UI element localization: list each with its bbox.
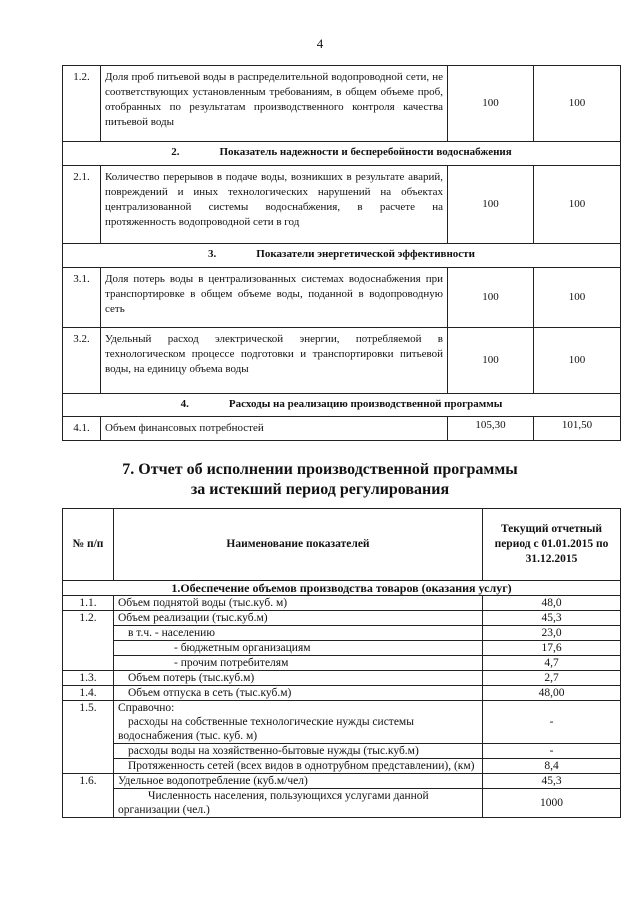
page-number: 4 <box>316 36 324 51</box>
row-name: Объем реализации (тыс.куб.м) <box>114 611 483 626</box>
row-number: 1.3. <box>63 671 114 686</box>
section-row <box>63 394 621 417</box>
report-table <box>62 508 621 818</box>
row-number: 4.1. <box>63 417 101 441</box>
row-number: 3.1. <box>63 268 101 328</box>
table-row <box>63 656 621 671</box>
row-value: - <box>483 701 621 744</box>
section-row <box>63 581 621 596</box>
row-value-2: 100 <box>534 328 621 394</box>
row-description: Доля проб питьевой воды в распределительной водопроводной сети, не соответствующих установленным требованиям, в общем объеме проб, отобранных по результатам производственного контроля качества питьевой воды <box>101 66 448 142</box>
row-value-1: 100 <box>448 166 534 244</box>
row-name: - бюджетным организациям <box>114 641 483 656</box>
section-title: Расходы на реализацию производственной программы <box>228 398 503 410</box>
section-title: 1.Обеспечение объемов производства товаров (оказания услуг) <box>63 581 621 596</box>
row-value-1: 100 <box>448 328 534 394</box>
table-row <box>63 626 621 641</box>
row-name: - прочим потребителям <box>114 656 483 671</box>
row-value-1: 100 <box>448 268 534 328</box>
row-name: в т.ч. - населению <box>114 626 483 641</box>
row-number: 1.6. <box>63 774 114 818</box>
row-value-2: 100 <box>534 166 621 244</box>
row-number: 1.4. <box>63 686 114 701</box>
row-value-2: 101,50 <box>534 417 621 441</box>
row-name: расходы воды на хозяйственно-бытовые нужды (тыс.куб.м) <box>114 744 483 759</box>
row-number: 1.2. <box>63 611 114 671</box>
row-name: Удельное водопотребление (куб.м/чел) <box>114 774 483 789</box>
row-value-1: 105,30 <box>448 417 534 441</box>
table-row <box>63 166 621 244</box>
header-number: № п/п <box>63 509 114 581</box>
table-row <box>63 417 621 441</box>
row-value: 8,4 <box>483 759 621 774</box>
table-row <box>63 701 621 744</box>
table-row <box>63 268 621 328</box>
table-row <box>63 759 621 774</box>
row-name: Протяженность сетей (всех видов в однотрубном представлении), (км) <box>114 759 483 774</box>
indicators-table <box>62 65 621 441</box>
header-name: Наименование показателей <box>114 509 483 581</box>
table-row <box>63 744 621 759</box>
row-value: 1000 <box>483 789 621 818</box>
row-name: Объем потерь (тыс.куб.м) <box>114 671 483 686</box>
row-number: 2.1. <box>63 166 101 244</box>
row-value: 48,00 <box>483 686 621 701</box>
section-number: 4. <box>180 398 189 410</box>
row-value: 17,6 <box>483 641 621 656</box>
row-description: Удельный расход электрической энергии, потребляемой в технологическом процессе подготовки и транспортировки питьевой воды, на единицу объема воды <box>101 328 448 394</box>
row-value: 23,0 <box>483 626 621 641</box>
title-line-1: 7. Отчет об исполнении производственной программы <box>122 461 518 478</box>
row-description: Доля потерь воды в централизованных системах водоснабжения при транспортировке в общем объеме воды, поданной в водопроводную сеть <box>101 268 448 328</box>
table-row <box>63 611 621 626</box>
table-row <box>63 789 621 818</box>
header-row <box>63 509 621 581</box>
row-value: - <box>483 744 621 759</box>
row-value-1: 100 <box>448 66 534 142</box>
table-row <box>63 671 621 686</box>
row-value: 4,7 <box>483 656 621 671</box>
row-name: Объем поднятой воды (тыс.куб. м) <box>114 596 483 611</box>
title-line-2: за истекший период регулирования <box>190 481 450 498</box>
row-number: 1.2. <box>63 66 101 142</box>
section-row <box>63 142 621 166</box>
table-row <box>63 66 621 142</box>
section-row <box>63 244 621 268</box>
row-value: 45,3 <box>483 774 621 789</box>
row-value: 2,7 <box>483 671 621 686</box>
row-name-sub: расходы на собственные технологические нужды системы водоснабжения (тыс. куб. м) <box>118 716 414 742</box>
table-row <box>63 774 621 789</box>
row-value-2: 100 <box>534 268 621 328</box>
section-number: 3. <box>208 248 217 260</box>
row-description: Количество перерывов в подаче воды, возникших в результате аварий, повреждений и иных технологических нарушений на объектах централизованной системы водоснабжения, в расчете на протяженность водопроводной сети в год <box>101 166 448 244</box>
section-number: 2. <box>171 146 180 158</box>
row-name-label: Справочно: <box>118 702 175 714</box>
row-name: Численность населения, пользующихся услугами данной организации (чел.) <box>114 789 483 818</box>
row-value-2: 100 <box>534 66 621 142</box>
row-number: 1.5. <box>63 701 114 774</box>
table-row <box>63 596 621 611</box>
row-name <box>114 701 483 744</box>
row-value: 45,3 <box>483 611 621 626</box>
row-value: 48,0 <box>483 596 621 611</box>
table-row <box>63 641 621 656</box>
row-description: Объем финансовых потребностей <box>101 417 448 441</box>
table-row <box>63 328 621 394</box>
section-7-title <box>0 460 640 500</box>
table-row <box>63 686 621 701</box>
row-number: 1.1. <box>63 596 114 611</box>
section-title: Показатель надежности и бесперебойности водоснабжения <box>219 146 512 158</box>
row-name: Объем отпуска в сеть (тыс.куб.м) <box>114 686 483 701</box>
section-title: Показатели энергетической эффективности <box>256 248 475 260</box>
row-number: 3.2. <box>63 328 101 394</box>
header-period: Текущий отчетный период с 01.01.2015 по 31.12.2015 <box>483 509 621 581</box>
